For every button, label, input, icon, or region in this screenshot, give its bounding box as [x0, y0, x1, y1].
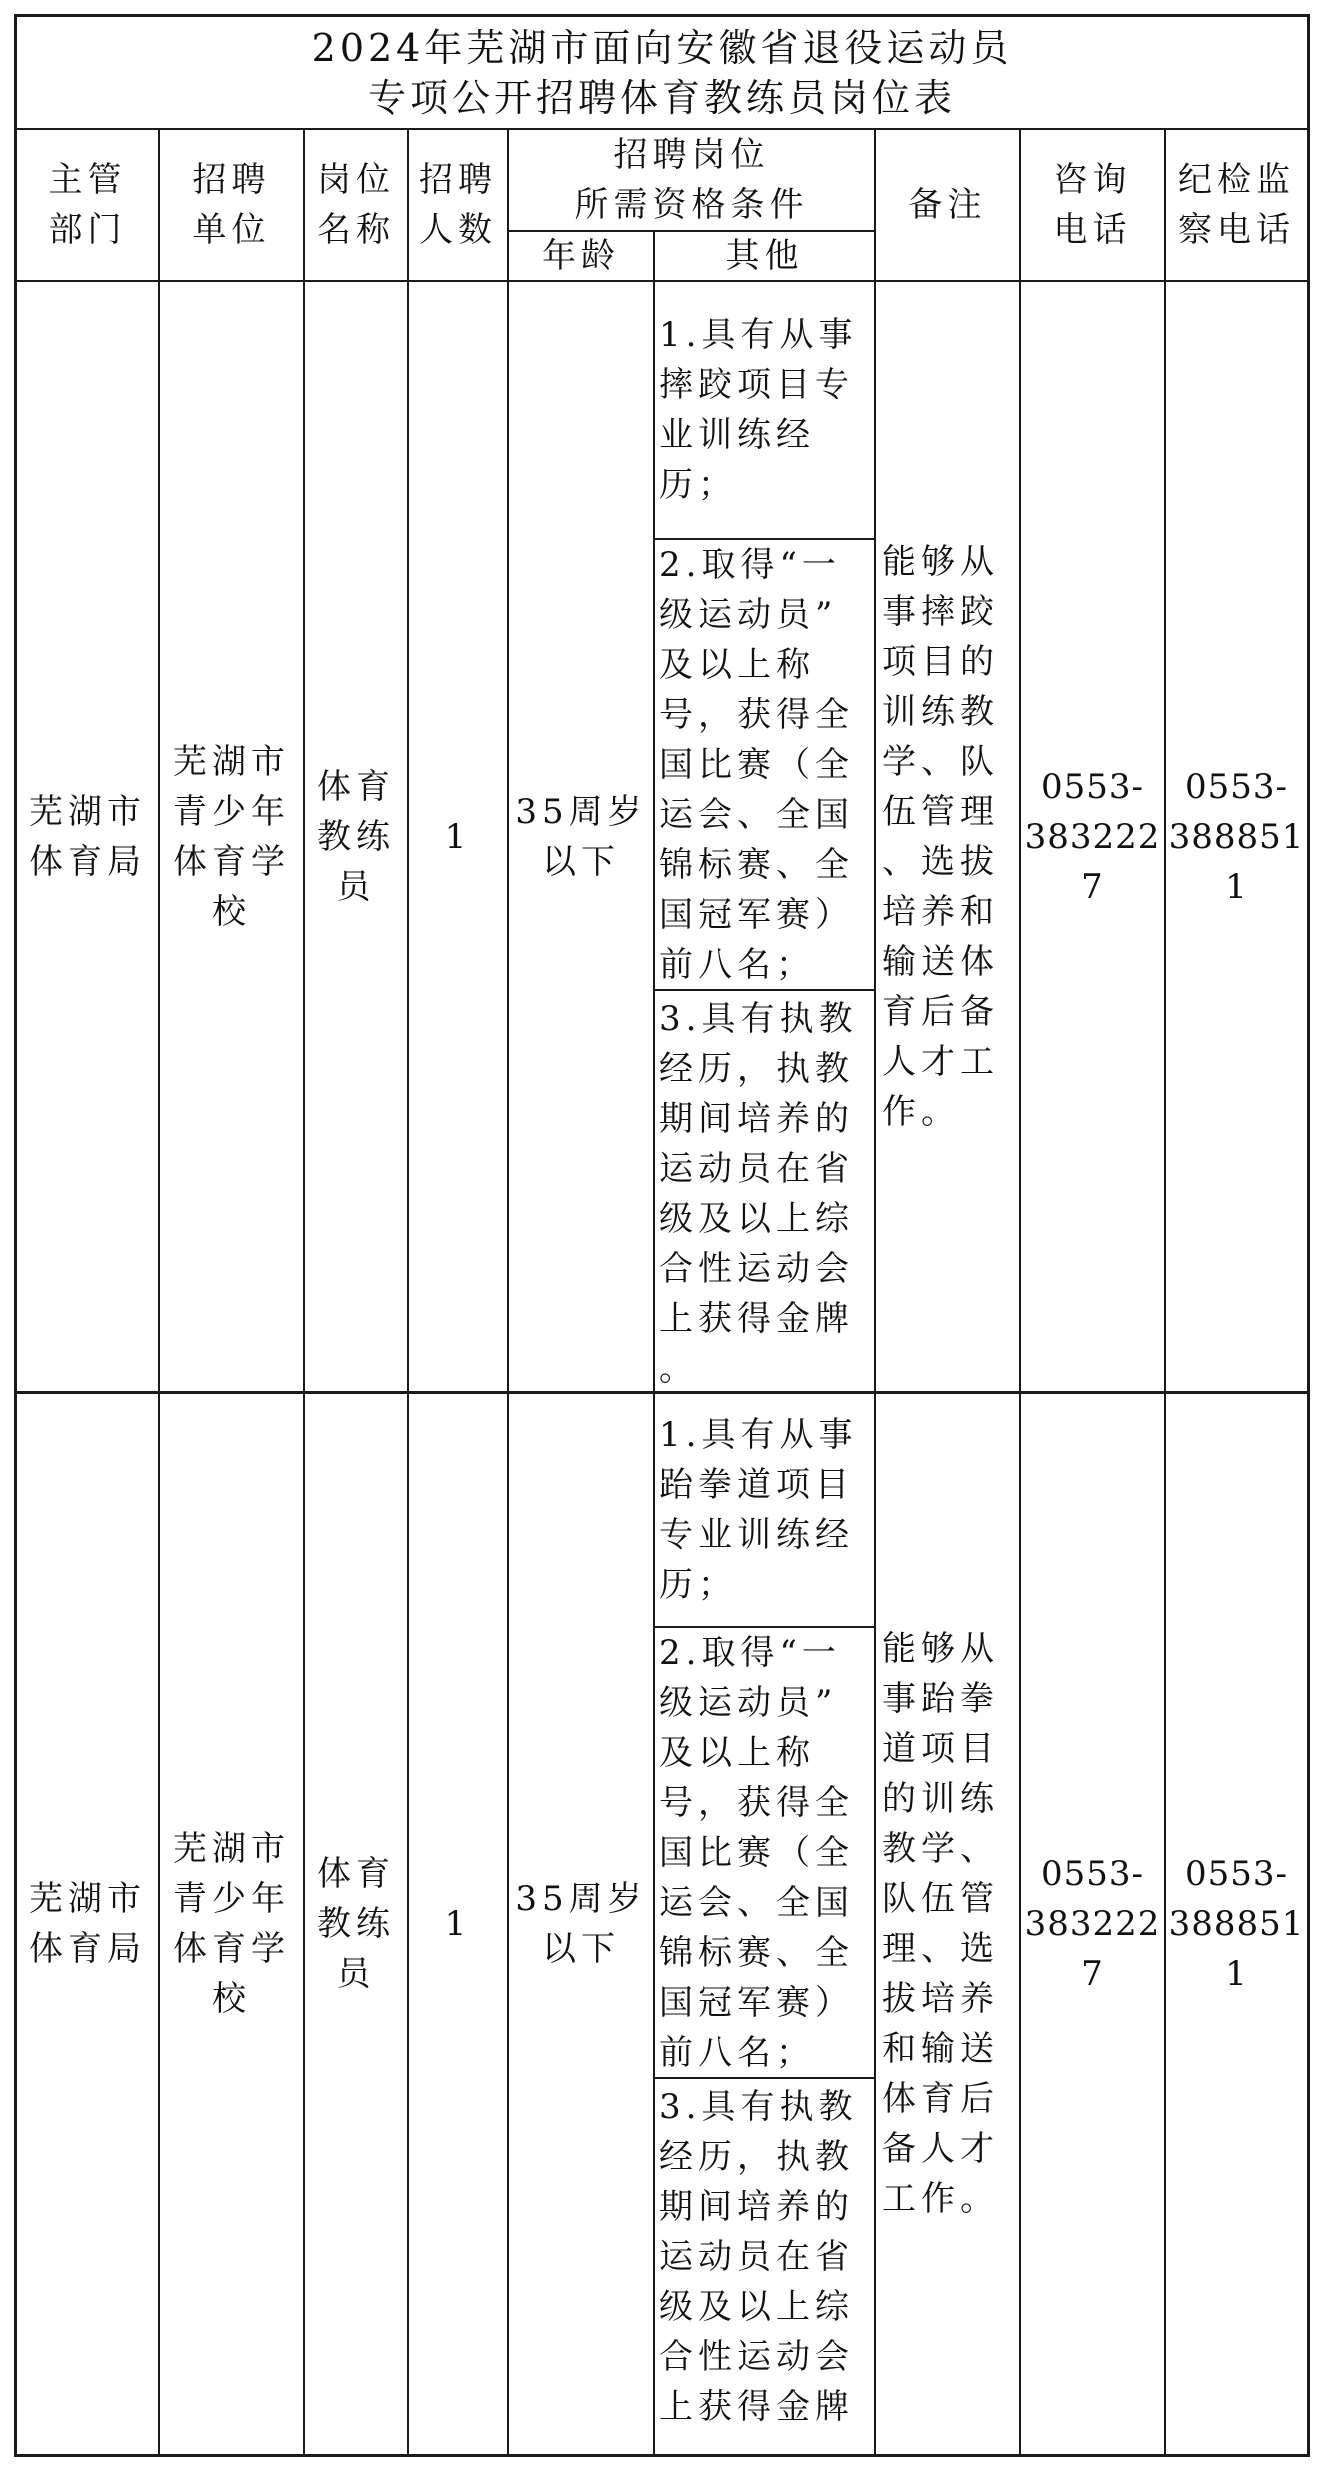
header-phone: 咨询 电话: [1053, 160, 1132, 250]
row-position: 体育 教练 员: [317, 1854, 395, 1994]
row-requirement-1: 1.具有从事 摔跤项目专 业训练经 历；: [659, 315, 858, 505]
row-requirement-2: 2.取得“一 级运动员” 及以上称 号，获得全 国比赛（全 运会、全国 锦标赛、全 国冠军赛） 前八名；: [659, 1632, 854, 2073]
header-count: 招聘 人数: [419, 160, 497, 250]
row-phone: 0553- 383222 7: [1024, 766, 1161, 907]
header-other: 其他: [725, 236, 804, 276]
row-dept: 芜湖市 体育局: [29, 1879, 146, 1969]
row-unit: 芜湖市 青少年 体育学 校: [173, 741, 290, 932]
row-supervise-phone: 0553- 388851 1: [1168, 1854, 1305, 1994]
row-requirement-2: 2.取得“一 级运动员” 及以上称 号，获得全 国比赛（全 运会、全国 锦标赛、全 国冠军赛） 前八名；: [659, 544, 854, 985]
table-border-bottom: [14, 2454, 1310, 2457]
row-remark: 能够从 事跆拳 道项目 的训练 教学、 队伍管 理、选 拔培养 和输送 体育后 备人才 工作。: [882, 1629, 999, 2219]
table-border-right: [1307, 14, 1310, 2457]
header-dept: 主管 部门: [48, 160, 127, 250]
header-remark: 备注: [908, 185, 987, 225]
header-unit: 招聘 单位: [192, 160, 271, 250]
col-line-6: [874, 128, 876, 2456]
row-supervise-phone: 0553- 388851 1: [1168, 766, 1305, 907]
title-cell: [17, 17, 1307, 128]
row-requirement-3: 3.具有执教 经历，执教 期间培养的 运动员在省 级及以上综 合性运动会 上获得金牌: [659, 2087, 858, 2427]
header-supervise-phone: 纪检监 察电话: [1178, 160, 1295, 250]
row-age: 35周岁 以下: [515, 1879, 647, 1969]
header-age: 年龄: [542, 236, 620, 276]
row-remark: 能够从 事摔跤 项目的 训练教 学、队 伍管理 、选拔 培养和 输送体 育后备 人才工 作。: [882, 541, 999, 1132]
row-requirement-3: 3.具有执教 经历，执教 期间培养的 运动员在省 级及以上综 合性运动会 上获得金牌 。: [659, 999, 858, 1389]
row-requirement-1: 1.具有从事 跆拳道项目 专业训练经 历；: [659, 1415, 858, 1605]
title-line-1: 2024年芜湖市面向安徽省退役运动员: [311, 25, 1013, 70]
row-dept: 芜湖市 体育局: [29, 791, 146, 882]
row-age: 35周岁 以下: [515, 791, 647, 882]
title-line-2: 专项公开招聘体育教练员岗位表: [367, 75, 956, 120]
col-line-5: [653, 231, 655, 2456]
header-requirements: 招聘岗位 所需资格条件: [574, 135, 809, 225]
row-count: 1: [444, 1904, 472, 1944]
header-position: 岗位 名称: [317, 160, 395, 250]
row-count: 1: [444, 816, 472, 857]
row-unit: 芜湖市 青少年 体育学 校: [173, 1829, 290, 2019]
row-phone: 0553- 383222 7: [1024, 1854, 1161, 1994]
row-position: 体育 教练 员: [317, 766, 395, 907]
